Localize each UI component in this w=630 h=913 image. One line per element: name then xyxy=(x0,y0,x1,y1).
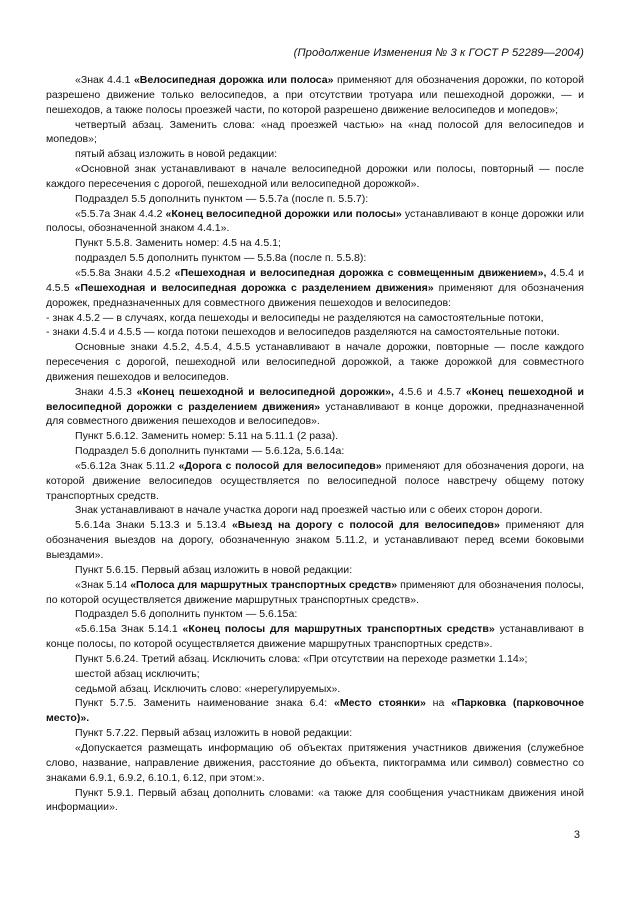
text-run: «5.5.8а Знаки 4.5.2 xyxy=(75,266,175,279)
list-item xyxy=(46,325,584,340)
bold-sign-name: «Конец пешеходной и велосипедной дорожки», xyxy=(136,385,394,398)
paragraph xyxy=(46,696,584,726)
bold-sign-name: «Пешеходная и велосипедная дорожка с совмещенным движением», xyxy=(174,266,547,279)
bold-sign-name: «Парковка (парковочное место)». xyxy=(46,697,584,725)
paragraph xyxy=(46,622,584,652)
text-run: «5.5.7а Знак 4.4.2 xyxy=(75,207,166,220)
text-run: 5.6.14а Знаки 5.13.3 и 5.13.4 xyxy=(75,519,232,532)
paragraph xyxy=(46,162,584,192)
text-run: Пункт 5.5.8. Заменить номер: 4.5 на 4.5.1; xyxy=(75,237,281,250)
paragraph xyxy=(46,73,584,118)
text-run: подраздел 5.5 дополнить пунктом — 5.5.8а (после п. 5.5.8): xyxy=(75,252,367,265)
paragraph xyxy=(46,682,584,697)
page-number: 3 xyxy=(573,829,580,841)
paragraph xyxy=(46,192,584,207)
document-body xyxy=(46,73,584,815)
bold-sign-name: «Конец пешеходной и велосипедной дорожки с разделением движения» xyxy=(46,385,584,413)
paragraph xyxy=(46,207,584,237)
paragraph xyxy=(46,385,584,430)
text-run: «5.6.15а Знак 5.14.1 xyxy=(75,623,183,636)
text-run: - знак 4.5.2 — в случаях, когда пешеходы и велосипеды не разделяются на самостоятельные потоки, xyxy=(46,311,544,324)
text-run: Пункт 5.6.12. Заменить номер: 5.11 на 5.11.1 (2 раза). xyxy=(75,430,339,443)
text-run: Знаки 4.5.3 xyxy=(75,385,137,398)
list-item xyxy=(46,311,584,326)
text-run: Подраздел 5.5 дополнить пунктом — 5.5.7а (после п. 5.5.7): xyxy=(75,192,369,205)
text-run: 4.5.6 и 4.5.7 xyxy=(393,385,466,398)
text-run: 4.5.4 и 4.5.5 xyxy=(46,266,584,294)
bold-sign-name: «Место стоянки» xyxy=(333,697,426,710)
paragraph xyxy=(46,578,584,608)
paragraph xyxy=(46,786,584,816)
text-run: Подраздел 5.6 дополнить пунктами — 5.6.12а, 5.6.14а: xyxy=(75,445,345,458)
text-run: применяют для обозначения дорожки, по которой разрешено движение только велосипедов, а при отсутствии тротуара или пешеходной дорожки, — и пешеходов, а также полосы проезжей части, по которой разрешено движение велосипедов и мопедов»; xyxy=(46,74,585,116)
paragraph xyxy=(46,444,584,459)
text-run: «Знак 5.14 xyxy=(75,578,131,591)
bold-sign-name: «Пешеходная и велосипедная дорожка с разделением движения» xyxy=(74,281,434,294)
paragraph xyxy=(46,652,584,667)
text-run: применяют для обозначения полосы, по которой осуществляется движение маршрутных транспортных средств». xyxy=(46,578,584,606)
paragraph xyxy=(46,147,584,162)
text-run: устанавливают в конце дорожки, предназначенной для совместного движения пешеходов и велосипедов». xyxy=(46,400,584,428)
text-run: Пункт 5.6.15. Первый абзац изложить в новой редакции: xyxy=(75,563,353,576)
paragraph xyxy=(46,459,584,504)
text-run: Пункт 5.9.1. Первый абзац дополнить словами: «а также для сообщения участникам движения иной информации». xyxy=(46,786,584,814)
paragraph xyxy=(46,503,584,518)
paragraph xyxy=(46,741,584,786)
text-run: устанавливают в конце дорожки или полосы, обозначенной знаком 4.4.1». xyxy=(46,207,584,235)
paragraph xyxy=(46,429,584,444)
text-run: устанавливают в конце полосы, по которой осуществляется движение маршрутных транспортных средств». xyxy=(46,623,584,651)
text-run: четвертый абзац. Заменить слова: «над проезжей частью» на «над полосой для велосипедов и мопедов»; xyxy=(46,118,584,146)
text-run: Знак устанавливают в начале участка дороги над проезжей частью или с обеих сторон дороги. xyxy=(75,504,543,517)
text-run: на xyxy=(425,697,452,710)
text-run: Пункт 5.7.5. Заменить наименование знака 6.4: xyxy=(75,697,334,710)
text-run: «5.6.12а Знак 5.11.2 xyxy=(75,459,179,472)
text-run: «Допускается размещать информацию об объектах притяжения участников движения (служебное слово, название, направление движения, расстояние до объекта, пиктограмма или символ) совместно со знаками 6.9.1, 6.9.2, 6.10.1, 6.12, при этом:». xyxy=(46,741,584,784)
bold-sign-name: «Велосипедная дорожка или полоса» xyxy=(133,74,334,86)
running-header: (Продолжение Изменения № 3 к ГОСТ Р 52289—2004) xyxy=(293,47,584,59)
paragraph xyxy=(46,726,584,741)
paragraph xyxy=(46,607,584,622)
text-run: Подраздел 5.6 дополнить пунктом — 5.6.15а: xyxy=(75,608,298,621)
text-run: - знаки 4.5.4 и 4.5.5 — когда потоки пешеходов и велосипедов разделяются на самостоятельные потоки. xyxy=(46,326,560,339)
text-run: Пункт 5.7.22. Первый абзац изложить в новой редакции: xyxy=(75,727,353,740)
text-run: применяют для обозначения дорожек, предназначенных для совместного движения пешеходов и велосипедов: xyxy=(46,281,584,309)
paragraph xyxy=(46,563,584,578)
text-run: «Основной знак устанавливают в начале велосипедной дорожки или полосы, повторный — после каждого пересечения с дорогой, пешеходной или велосипедной дорожкой». xyxy=(46,163,584,190)
bold-sign-name: «Выезд на дорогу с полосой для велосипедов» xyxy=(231,519,500,532)
paragraph xyxy=(46,340,584,385)
text-run: шестой абзац исключить; xyxy=(75,667,200,680)
paragraph xyxy=(46,266,584,311)
paragraph xyxy=(46,118,584,148)
text-run: пятый абзац изложить в новой редакции: xyxy=(75,148,278,161)
paragraph xyxy=(46,236,584,251)
text-run: Пункт 5.6.24. Третий абзац. Исключить слова: «При отсутствии на переходе разметки 1.14»; xyxy=(75,652,528,665)
paragraph xyxy=(46,518,584,563)
bold-sign-name: «Полоса для маршрутных транспортных средств» xyxy=(130,578,398,591)
bold-sign-name: «Дорога с полосой для велосипедов» xyxy=(178,459,382,472)
text-run: применяют для обозначения выездов на дорогу, обозначенную знаком 5.11.2, и устанавливают перед всеми боковыми выездами». xyxy=(46,519,584,561)
text-run: применяют для обозначения дороги, на которой движение велосипедов осуществляется по велосипедной полосе навстречу общему потоку транспортных средств. xyxy=(46,459,584,502)
bold-sign-name: «Конец велосипедной дорожки или полосы» xyxy=(165,207,402,220)
bold-sign-name: «Конец полосы для маршрутных транспортных средств» xyxy=(182,623,495,636)
paragraph xyxy=(46,667,584,682)
text-run: седьмой абзац. Исключить слово: «нерегулируемых». xyxy=(75,682,341,695)
paragraph xyxy=(46,251,584,266)
text-run: «Знак 4.4.1 xyxy=(75,74,134,86)
text-run: Основные знаки 4.5.2, 4.5.4, 4.5.5 устанавливают в начале дорожки, повторные — после каждого пересечения с дорогой, пешеходной или велосипедной дорожкой, а также дорожкой для совместного движения пешеходов и велосипедов. xyxy=(46,341,584,383)
